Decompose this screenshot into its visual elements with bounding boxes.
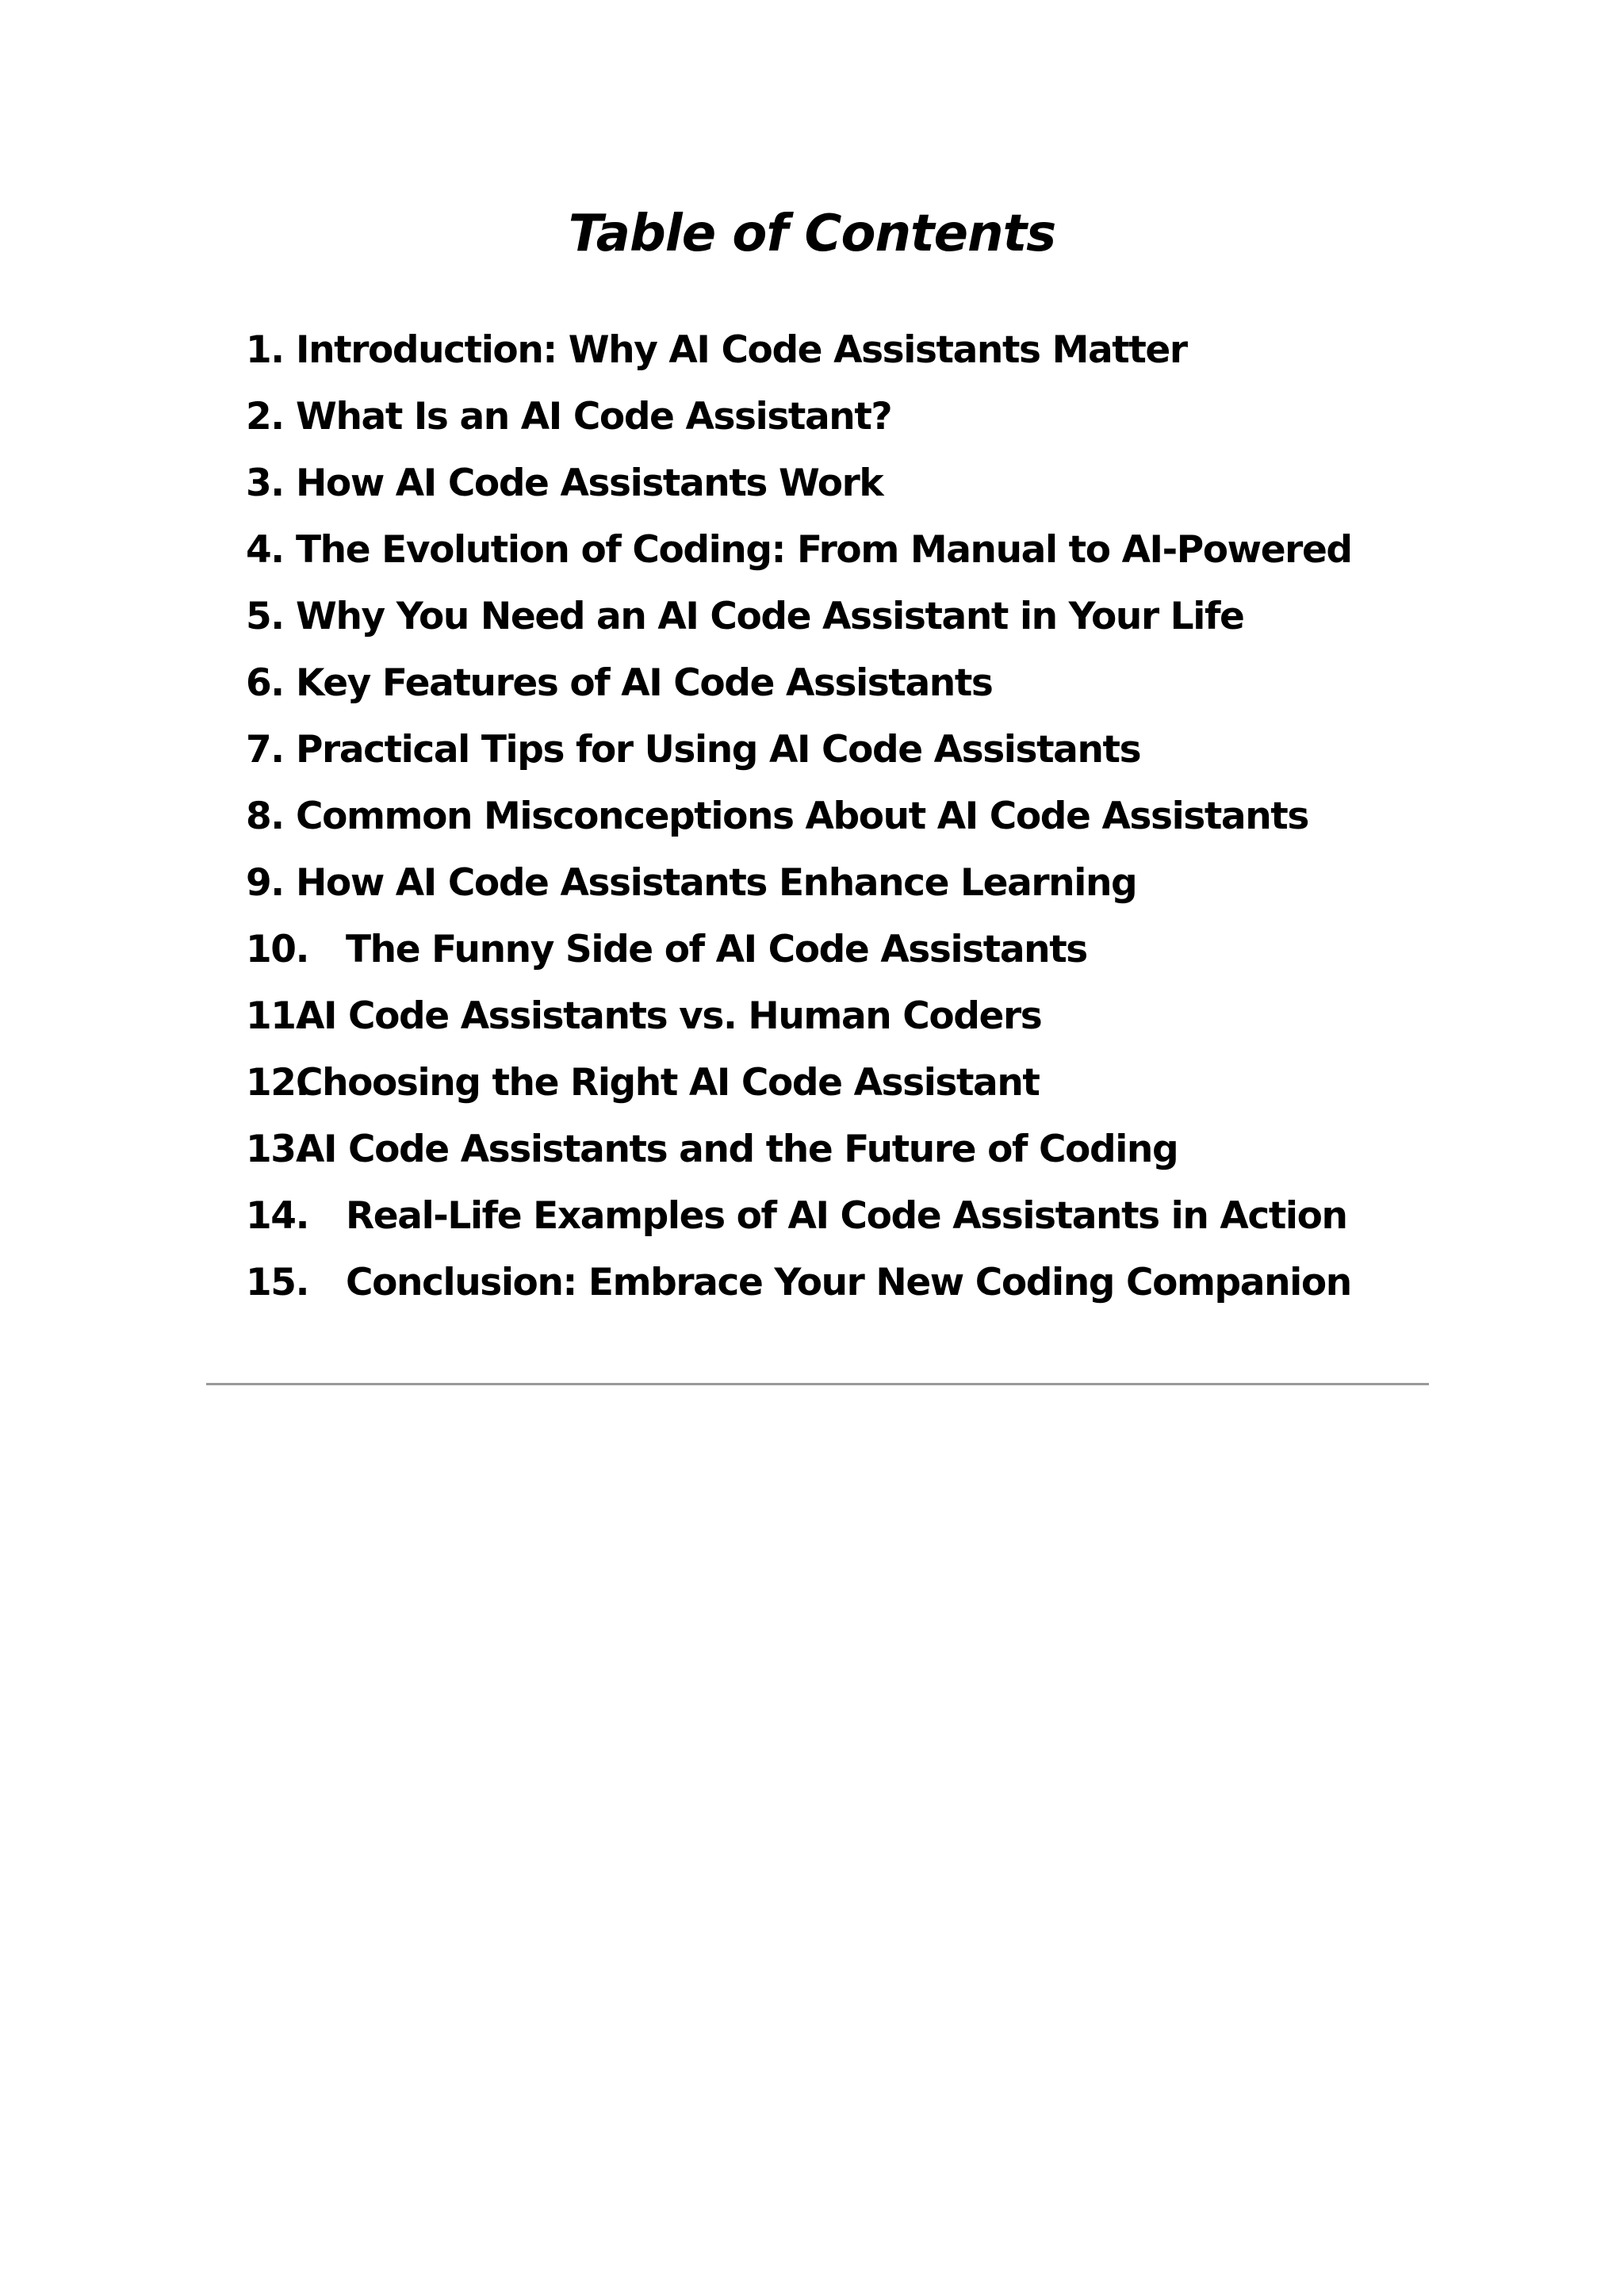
toc-entry-title: Key Features of AI Code Assistants (296, 661, 993, 705)
toc-entry-number: 7. (246, 728, 284, 772)
toc-entry (246, 650, 1435, 717)
toc-entry-title: Real-Life Examples of AI Code Assistants in Action (346, 1194, 1347, 1238)
toc-entry-number: 10. (246, 928, 309, 971)
toc-entry (246, 384, 1435, 450)
toc-entry-title: What Is an AI Code Assistant? (296, 395, 892, 439)
toc-entry-title: Why You Need an AI Code Assistant in Your Life (296, 595, 1244, 638)
horizontal-divider (206, 1383, 1429, 1385)
toc-entry-number: 3. (246, 461, 284, 505)
toc-entry (246, 983, 1435, 1050)
toc-entry-title: AI Code Assistants and the Future of Coding (296, 1128, 1178, 1171)
toc-entry-number: 5. (246, 595, 284, 638)
toc-entry (246, 1050, 1435, 1116)
toc-entry-number: 8. (246, 795, 284, 838)
toc-entry-title: AI Code Assistants vs. Human Coders (296, 994, 1042, 1038)
toc-entry (246, 783, 1435, 850)
toc-entry-number: 11. (246, 994, 309, 1038)
toc-entry-title: Common Misconceptions About AI Code Assistants (296, 795, 1308, 838)
toc-entry (246, 1250, 1435, 1316)
toc-entry-number: 6. (246, 661, 284, 705)
toc-entry-number: 14. (246, 1194, 309, 1238)
page-title: Table of Contents (568, 205, 1056, 263)
toc-entry-title: Introduction: Why AI Code Assistants Matter (296, 328, 1187, 372)
toc-entry-title: Practical Tips for Using AI Code Assistants (296, 728, 1141, 772)
toc-entry-title: Conclusion: Embrace Your New Coding Companion (346, 1261, 1351, 1304)
toc-entry (246, 450, 1435, 517)
toc-entry-number: 9. (246, 861, 284, 905)
toc-entry-title: How AI Code Assistants Enhance Learning (296, 861, 1137, 905)
toc-entry (246, 1183, 1435, 1250)
toc-entry-title: How AI Code Assistants Work (296, 461, 883, 505)
toc-entry (246, 317, 1435, 384)
toc-entry-number: 13. (246, 1128, 309, 1171)
toc-entry (246, 584, 1435, 650)
toc-entry-title: The Funny Side of AI Code Assistants (346, 928, 1087, 971)
toc-entry (246, 850, 1435, 917)
toc-entry-number: 2. (246, 395, 284, 439)
toc-entry-title: Choosing the Right AI Code Assistant (296, 1061, 1040, 1105)
toc-entry-title: The Evolution of Coding: From Manual to AI-Powered (296, 528, 1352, 572)
table-of-contents (246, 317, 1435, 1316)
toc-entry-number: 15. (246, 1261, 309, 1304)
toc-entry (246, 717, 1435, 783)
toc-entry-number: 12. (246, 1061, 309, 1105)
toc-entry (246, 517, 1435, 584)
toc-entry (246, 1116, 1435, 1183)
toc-entry (246, 917, 1435, 983)
toc-entry-number: 1. (246, 328, 284, 372)
toc-entry-number: 4. (246, 528, 284, 572)
